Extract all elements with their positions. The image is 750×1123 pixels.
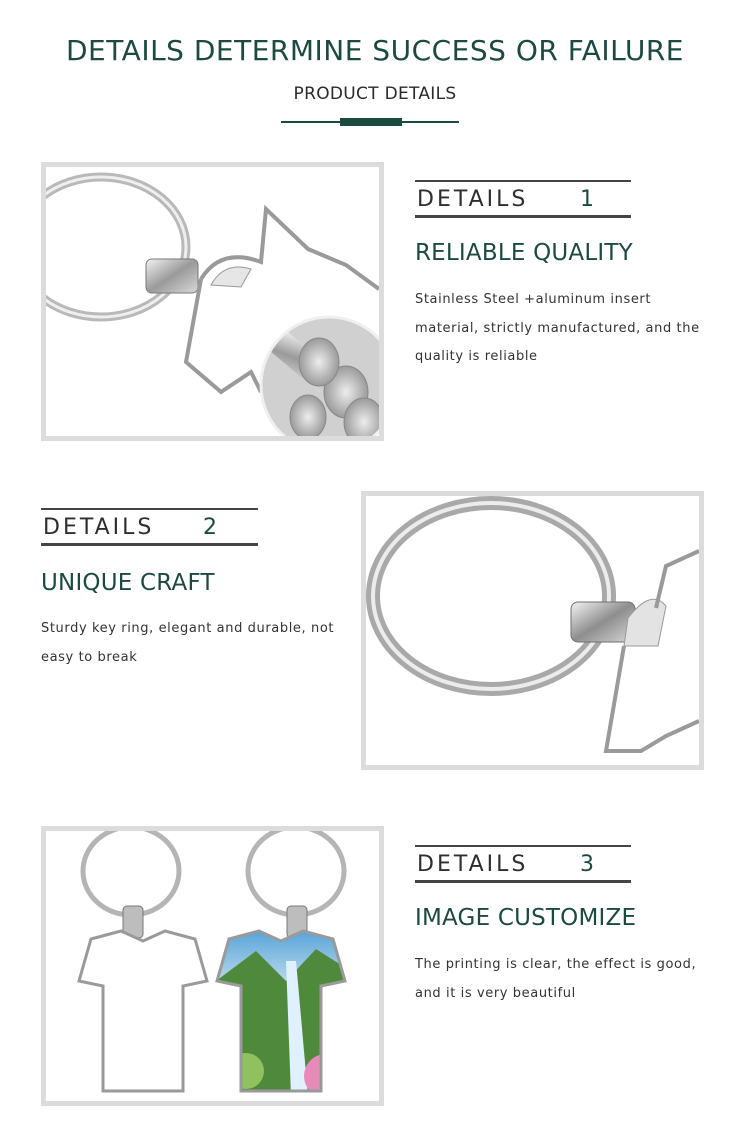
detail-2-label-box [41,508,258,546]
header-divider-accent [340,118,402,126]
detail-1-number: 1 [580,187,594,212]
detail-3-number: 3 [580,852,594,877]
detail-1-feature: RELIABLE QUALITY [415,240,633,266]
page-subtitle: PRODUCT DETAILS [293,84,457,104]
key-ring-image [366,496,699,765]
detail-1-label-box [415,180,631,218]
detail-3-feature: IMAGE CUSTOMIZE [415,905,637,931]
detail-3-label: DETAILS [417,852,529,877]
page-title: DETAILS DETERMINE SUCCESS OR FAILURE [65,34,685,67]
detail-3-photo [41,826,384,1106]
detail-2-feature: UNIQUE CRAFT [41,570,215,596]
detail-2-number: 2 [203,515,217,540]
detail-2-label: DETAILS [43,515,155,540]
keychain-pair-image [46,831,379,1101]
detail-1-label: DETAILS [417,187,529,212]
keychain-closeup-image [46,167,379,436]
detail-3-label-box [415,845,631,883]
detail-1-description: Stainless Steel +aluminum insert material, strictly manufactured, and the quality is reliable [415,292,700,364]
detail-3-description: The printing is clear, the effect is good, and it is very beautiful [415,957,697,1001]
detail-1-photo [41,162,384,441]
detail-2-description: Sturdy key ring, elegant and durable, not easy to break [41,621,335,665]
detail-2-photo [361,491,704,770]
